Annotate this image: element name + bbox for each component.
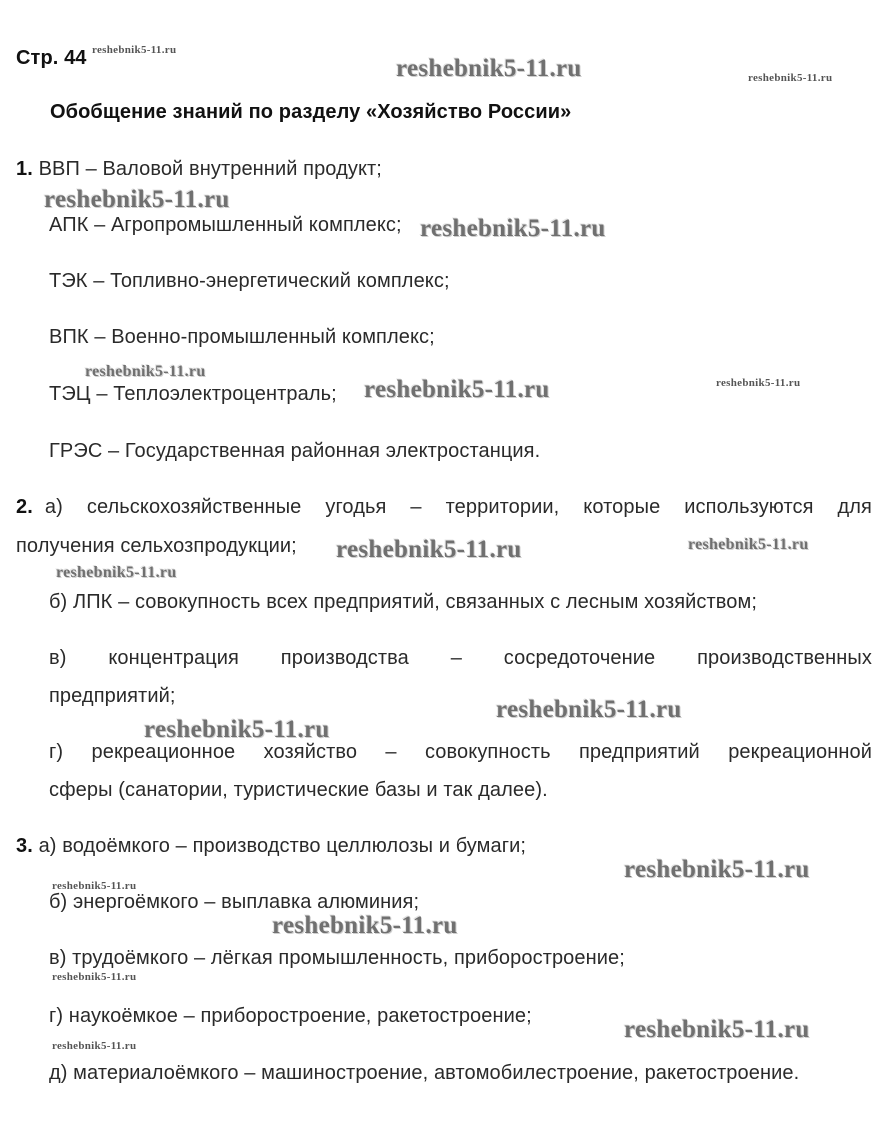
section-2-item-a-line-2: получения сельхозпродукции; [16, 535, 297, 557]
section-1-item-apk: АПК – Агропромышленный комплекс; [49, 214, 402, 236]
watermark: reshebnik5-11.ru [52, 880, 137, 892]
section-2-item-g-line-1: г) рекреационное хозяйство – совокупность предприятий рекреационной [49, 741, 872, 763]
watermark: reshebnik5-11.ru [748, 72, 833, 84]
section-1-number: 1. [16, 158, 33, 180]
watermark: reshebnik5-11.ru [144, 716, 330, 743]
watermark: reshebnik5-11.ru [624, 856, 810, 883]
section-3-item-d: д) материалоёмкого – машиностроение, автомобилестроение, ракетостроение. [49, 1062, 800, 1084]
watermark: reshebnik5-11.ru [92, 44, 177, 56]
section-1-line-1 [16, 157, 382, 181]
section-2-item-b: б) ЛПК – совокупность всех предприятий, связанных с лесным хозяйством; [49, 591, 758, 613]
watermark: reshebnik5-11.ru [85, 363, 206, 380]
watermark: reshebnik5-11.ru [396, 55, 582, 82]
section-3-item-b: б) энергоёмкого – выплавка алюминия; [49, 891, 420, 913]
section-1-item-vpk: ВПК – Военно-промышленный комплекс; [49, 326, 435, 348]
section-2-number: 2. [16, 496, 33, 518]
section-1-item-vvp: ВВП – Валовой внутренний продукт; [38, 158, 382, 180]
watermark: reshebnik5-11.ru [52, 971, 137, 983]
watermark: reshebnik5-11.ru [44, 186, 230, 213]
section-3-line-1 [16, 834, 526, 858]
section-1-item-tec: ТЭЦ – Теплоэлектроцентраль; [49, 383, 337, 405]
watermark: reshebnik5-11.ru [716, 377, 801, 389]
page-number-label: Стр. 44 [16, 47, 87, 69]
watermark: reshebnik5-11.ru [364, 376, 550, 403]
watermark: reshebnik5-11.ru [272, 912, 458, 939]
section-2-item-a-line-1: а) сельскохозяйственные угодья – территории, которые используются для [44, 496, 872, 518]
section-2-line-1 [16, 495, 872, 519]
section-2-item-v-line-2: предприятий; [49, 685, 176, 707]
watermark: reshebnik5-11.ru [52, 1040, 137, 1052]
section-2-item-g-line-2: сферы (санатории, туристические базы и так далее). [49, 779, 548, 801]
section-1-item-gres: ГРЭС – Государственная районная электростанция. [49, 440, 541, 462]
section-3-item-v: в) трудоёмкого – лёгкая промышленность, приборостроение; [49, 947, 625, 969]
watermark: reshebnik5-11.ru [624, 1016, 810, 1043]
section-2-item-v-line-1: в) концентрация производства – сосредоточение производственных [49, 647, 872, 669]
page-title: Обобщение знаний по разделу «Хозяйство России» [50, 101, 572, 123]
watermark: reshebnik5-11.ru [56, 564, 177, 581]
section-3-item-a: а) водоёмкого – производство целлюлозы и бумаги; [38, 835, 527, 857]
watermark: reshebnik5-11.ru [420, 215, 606, 242]
watermark: reshebnik5-11.ru [688, 536, 809, 553]
watermark: reshebnik5-11.ru [496, 696, 682, 723]
section-3-number: 3. [16, 835, 33, 857]
section-1-item-tek: ТЭК – Топливно-энергетический комплекс; [49, 270, 450, 292]
section-3-item-g: г) наукоёмкое – приборостроение, ракетостроение; [49, 1005, 532, 1027]
watermark: reshebnik5-11.ru [336, 536, 522, 563]
